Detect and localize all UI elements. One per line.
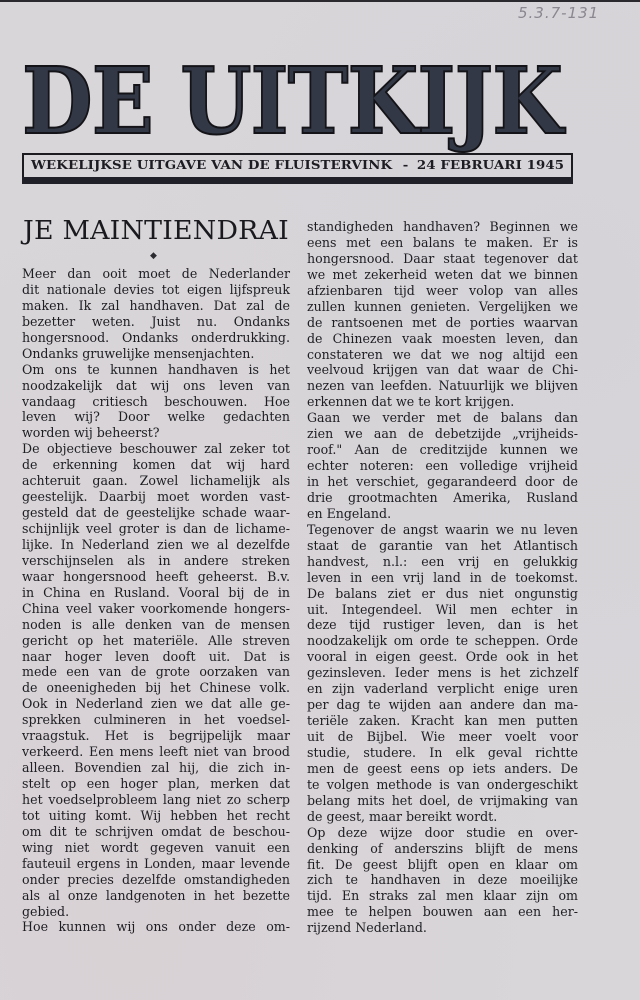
text-line: in het verschiet, gegarandeerd door de: [307, 474, 578, 489]
text-line: worden wij beheerst?: [22, 425, 160, 441]
text-line: drie grootmachten Amerika, Rusland: [307, 489, 578, 505]
text-line: vraagstuk. Het is begrijpelijk maar: [22, 728, 290, 744]
text-line: belang mits het doel, de vrijmaking van: [307, 792, 578, 808]
text-line: rijzend Nederland.: [307, 920, 427, 936]
text-line: Op deze wijze door studie en over-: [307, 824, 578, 840]
text-line: studie, studere. In elk geval richtte: [307, 744, 578, 760]
text-line: De objectieve beschouwer zal zeker tot: [22, 441, 290, 457]
text-line: we met zekerheid weten dat we binnen: [307, 266, 578, 282]
text-line: de geest, maar bereikt wordt.: [307, 808, 498, 824]
text-line: naar hoger leven dooft uit. Dat is: [22, 648, 290, 664]
text-line: Hoe kunnen wij ons onder deze om-: [22, 919, 290, 935]
scan-edge: [0, 0, 640, 2]
text-line: China veel vaker voorkomende hongers-: [22, 600, 290, 616]
text-line: leven wij? Door welke gedachten: [22, 409, 290, 425]
text-line: wing niet wordt gegeven vanuit een: [22, 839, 290, 855]
text-line: lijke. In Nederland zien we al dezelfde: [22, 536, 290, 552]
text-line: uit. Integendeel. Wil men echter in: [307, 601, 578, 617]
text-line: om dit te schrijven omdat de beschou-: [22, 823, 290, 839]
text-line: zien we aan de debetzijde „vrijheids-: [307, 426, 578, 442]
text-line: stelt op een hoger plan, merken dat: [22, 776, 290, 791]
text-line: noodzakelijk om orde te scheppen. Orde: [307, 633, 578, 649]
text-line: men de geest eens op iets anders. De: [307, 760, 578, 776]
article-headline: JE MAINTIENDRAI: [23, 216, 289, 246]
diamond-ornament-icon: ◆: [150, 251, 157, 261]
text-line: noden is alle denken van de mensen: [22, 616, 290, 632]
text-line: roof." Aan de creditzijde kunnen we: [307, 442, 578, 458]
text-line: uit de Bijbel. Wie meer voelt voor: [307, 729, 578, 744]
text-line: veelvoud krijgen van dat waar de Chi-: [307, 362, 578, 378]
text-line: noodzakelijk dat wij ons leven van: [22, 377, 290, 393]
text-line: leven in een vrij land in de toekomst.: [307, 569, 578, 585]
text-line: mee te helpen bouwen aan een her-: [307, 904, 578, 920]
text-line: tijd. En straks zal men klaar zijn om: [307, 888, 578, 904]
text-line: verschijnselen als in andere streken: [22, 552, 290, 568]
masthead-title: DE UITKIJK: [22, 47, 563, 155]
text-line: standigheden handhaven? Beginnen we: [307, 219, 578, 234]
text-line: Ook in Nederland zien we dat alle ge-: [22, 696, 290, 712]
text-line: gezinsleven. Ieder mens is het zichzelf: [307, 665, 578, 681]
text-line: denking of anderszins blijft de mens: [307, 840, 578, 856]
text-line: geestelijk. Daarbij moet worden vast-: [22, 489, 290, 505]
publisher-line: WEKELIJKSE UITGAVE VAN DE FLUISTERVINK: [31, 157, 393, 172]
text-line: vandaag critiesch beschouwen. Hoe: [22, 393, 290, 409]
article-column-left: [22, 266, 290, 935]
text-line: Ondanks gruwelijke mensenjachten.: [22, 345, 255, 361]
text-line: waar hongersnood heeft geheerst. B.v.: [22, 568, 290, 584]
article-column-right: [307, 219, 578, 936]
text-line: dit nationale devies tot eigen lijfspreuk: [22, 281, 290, 297]
text-line: hongersnood. Ondanks onderdrukking.: [22, 329, 290, 345]
text-line: nezen van leefden. Natuurlijk we blijven: [307, 378, 578, 394]
text-line: gericht op het materiële. Alle streven: [22, 632, 290, 648]
text-line: hongersnood. Daar staat tegenover dat: [307, 250, 578, 266]
text-line: de oneenigheden bij het Chinese volk.: [22, 680, 290, 696]
masthead-subtitle: [31, 157, 564, 173]
text-line: in China en Rusland. Vooral bij de in: [22, 584, 290, 600]
archive-reference-mark: 5.3.7-131: [518, 4, 600, 22]
text-line: gesteld dat de geestelijke schade waar-: [22, 505, 290, 521]
text-line: deze tijd rustiger leven, dan is het: [307, 617, 578, 633]
text-line: te volgen methode is van ondergeschikt: [307, 776, 578, 792]
text-line: de rantsoenen met de porties waarvan: [307, 314, 578, 330]
text-line: De balans ziet er dus niet ongunstig: [307, 585, 578, 601]
text-line: fit. De geest blijft open en klaar om: [307, 856, 578, 872]
text-line: handvest, n.l.: een vrij en gelukkig: [307, 553, 578, 569]
text-line: Om ons te kunnen handhaven is het: [22, 361, 290, 377]
text-line: Meer dan ooit moet de Nederlander: [22, 266, 290, 281]
text-line: echter noteren: een volledige vrijheid: [307, 458, 578, 474]
subtitle-rule: [22, 177, 573, 184]
text-line: eens met een balans te maken. Er is: [307, 234, 578, 250]
text-line: bezetter weten. Juist nu. Ondanks: [22, 313, 290, 329]
text-line: onder precies dezelfde omstandigheden: [22, 871, 290, 887]
separator: -: [402, 157, 409, 172]
text-line: verkeerd. Een mens leeft niet van brood: [22, 744, 290, 760]
text-line: maken. Ik zal handhaven. Dat zal de: [22, 297, 290, 313]
text-line: afzienbaren tijd weer volop van alles: [307, 282, 578, 298]
text-line: de erkenning komen dat wij hard: [22, 457, 290, 473]
text-line: zich te handhaven in deze moeilijke: [307, 872, 578, 888]
text-line: als al onze landgenoten in het bezette: [22, 887, 290, 903]
text-line: constateren we dat we nog altijd een: [307, 346, 578, 362]
text-line: mede een van de grote oorzaken van: [22, 664, 290, 680]
text-line: Tegenover de angst waarin we nu leven: [307, 521, 578, 537]
text-line: zullen kunnen genieten. Vergelijken we: [307, 298, 578, 314]
text-line: vooral in eigen geest. Orde ook in het: [307, 649, 578, 665]
text-line: fauteuil ergens in Londen, maar levende: [22, 855, 290, 871]
text-line: de Chinezen vaak moesten leven, dan: [307, 330, 578, 346]
text-line: gebied.: [22, 903, 70, 919]
text-line: achteruit gaan. Zowel lichamelijk als: [22, 473, 290, 489]
text-line: alleen. Bovendien zal hij, die zich in-: [22, 760, 290, 776]
text-line: erkennen dat we te kort krijgen.: [307, 394, 515, 410]
text-line: en Engeland.: [307, 505, 392, 521]
text-line: Gaan we verder met de balans dan: [307, 410, 578, 426]
text-line: sprekken culmineren in het voedsel-: [22, 712, 290, 728]
text-line: tot uiting komt. Wij hebben het recht: [22, 807, 290, 823]
text-line: staat de garantie van het Atlantisch: [307, 537, 578, 553]
issue-date: 24 FEBRUARI 1945: [416, 157, 565, 172]
text-line: en zijn vaderland verplicht enige uren: [307, 681, 578, 697]
text-line: per dag te wijden aan andere dan ma-: [307, 697, 578, 713]
text-line: teriële zaken. Kracht kan men putten: [307, 713, 578, 729]
text-line: het voedselprobleem lang niet zo scherp: [22, 791, 290, 807]
text-line: schijnlijk veel groter is dan de lichame-: [22, 521, 290, 536]
